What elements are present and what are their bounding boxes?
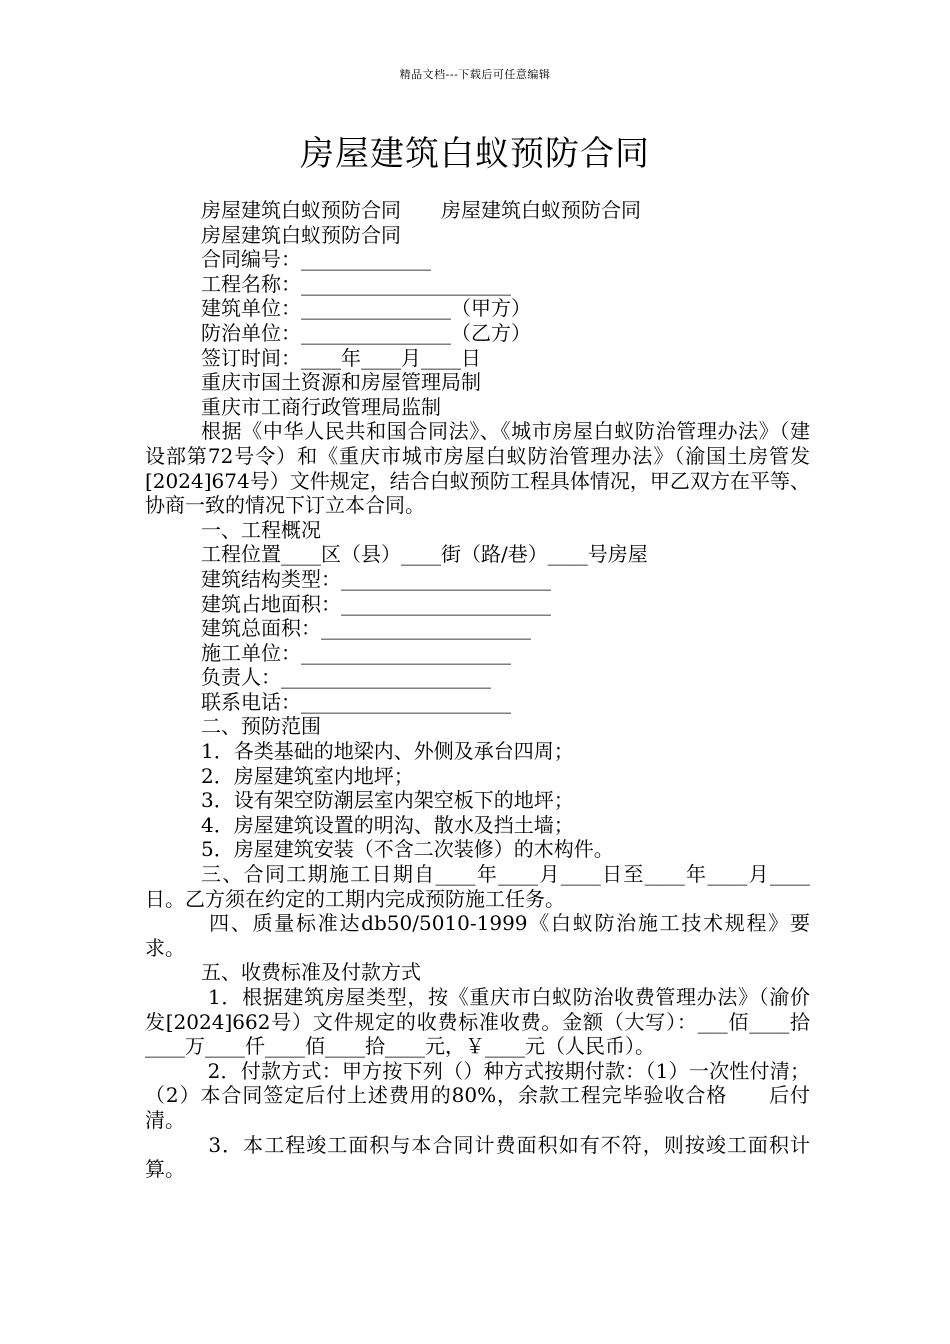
contract-body xyxy=(145,198,810,1182)
structure-type-line: 建筑结构类型：_____________________ xyxy=(201,566,551,591)
signing-date-line: 签订时间：____年____月____日 xyxy=(201,345,481,370)
basis-paragraph: 根据《中华人民共和国合同法》、《城市房屋白蚁防治管理办法》（建设部第72号令）和《重庆市城市房屋白蚁防治管理办法》（渝国土房管发[2024]674号）文件规定，结合白蚁预防工程具体情况，甲乙双方在平等、协商一致的情况下订立本合同。 xyxy=(145,419,810,518)
cover-line: 房屋建筑白蚁预防合同 xyxy=(201,222,401,247)
payment-paragraph: 2．付款方式：甲方按下列（）种方式按期付款：（1）一次性付清；（2）本合同签定后付上述费用的80%，余款工程完毕验收合格 后付清。 xyxy=(145,1058,810,1132)
scope-item: 1．各类基础的地梁内、外侧及承台四周； xyxy=(201,739,574,764)
section-5-title: 五、收费标准及付款方式 xyxy=(201,960,421,985)
fee-paragraph: 1．根据建筑房屋类型，按《重庆市白蚁防治收费管理办法》（渝价发[2024]662号）文件规定的收费标准收费。金额（大写）：___佰____拾____万____仟____佰____拾____元，￥____元（人民币）。 xyxy=(145,985,810,1059)
scope-item: 5．房屋建筑安装（不含二次装修）的木构件。 xyxy=(201,837,614,862)
builder-line: 建筑单位：_______________（甲方） xyxy=(201,296,531,321)
section-4-paragraph: 四、质量标准达db50/5010-1999《白蚁防治施工技术规程》要求。 xyxy=(145,911,810,960)
scope-item: 4．房屋建筑设置的明沟、散水及挡土墙； xyxy=(201,812,574,837)
phone-line: 联系电话：_____________________ xyxy=(201,689,511,714)
cover-line: 房屋建筑白蚁预防合同 房屋建筑白蚁预防合同 xyxy=(201,198,641,222)
contractor-line: 防治单位：_______________（乙方） xyxy=(201,320,531,345)
issuer-line: 重庆市国土资源和房屋管理局制 xyxy=(201,370,481,395)
contract-number-line: 合同编号：_____________ xyxy=(201,247,431,272)
section-3-paragraph: 三、合同工期施工日期自____年____月____日至____年____月____日。乙方须在约定的工期内完成预防施工任务。 xyxy=(145,862,810,911)
manager-line: 负责人：_____________________ xyxy=(201,665,491,690)
document-title: 房屋建筑白蚁预防合同 xyxy=(300,134,650,174)
scope-item: 2．房屋建筑室内地坪； xyxy=(201,763,414,788)
page-header: 精品文档---下载后可任意编辑 xyxy=(399,68,551,81)
project-location-line: 工程位置____区（县）____街（路/巷）____号房屋 xyxy=(201,542,648,567)
area-paragraph: 3．本工程竣工面积与本合同计费面积如有不符，则按竣工面积计算。 xyxy=(145,1132,810,1182)
supervisor-line: 重庆市工商行政管理局监制 xyxy=(201,394,441,419)
section-2-title: 二、预防范围 xyxy=(201,714,321,739)
land-area-line: 建筑占地面积：_____________________ xyxy=(201,591,551,616)
section-1-title: 一、工程概况 xyxy=(201,517,321,542)
construction-unit-line: 施工单位：_____________________ xyxy=(201,640,511,665)
project-name-line: 工程名称：_____________________ xyxy=(201,271,511,296)
scope-item: 3．设有架空防潮层室内架空板下的地坪； xyxy=(201,788,574,813)
total-area-line: 建筑总面积：_____________________ xyxy=(201,616,531,641)
